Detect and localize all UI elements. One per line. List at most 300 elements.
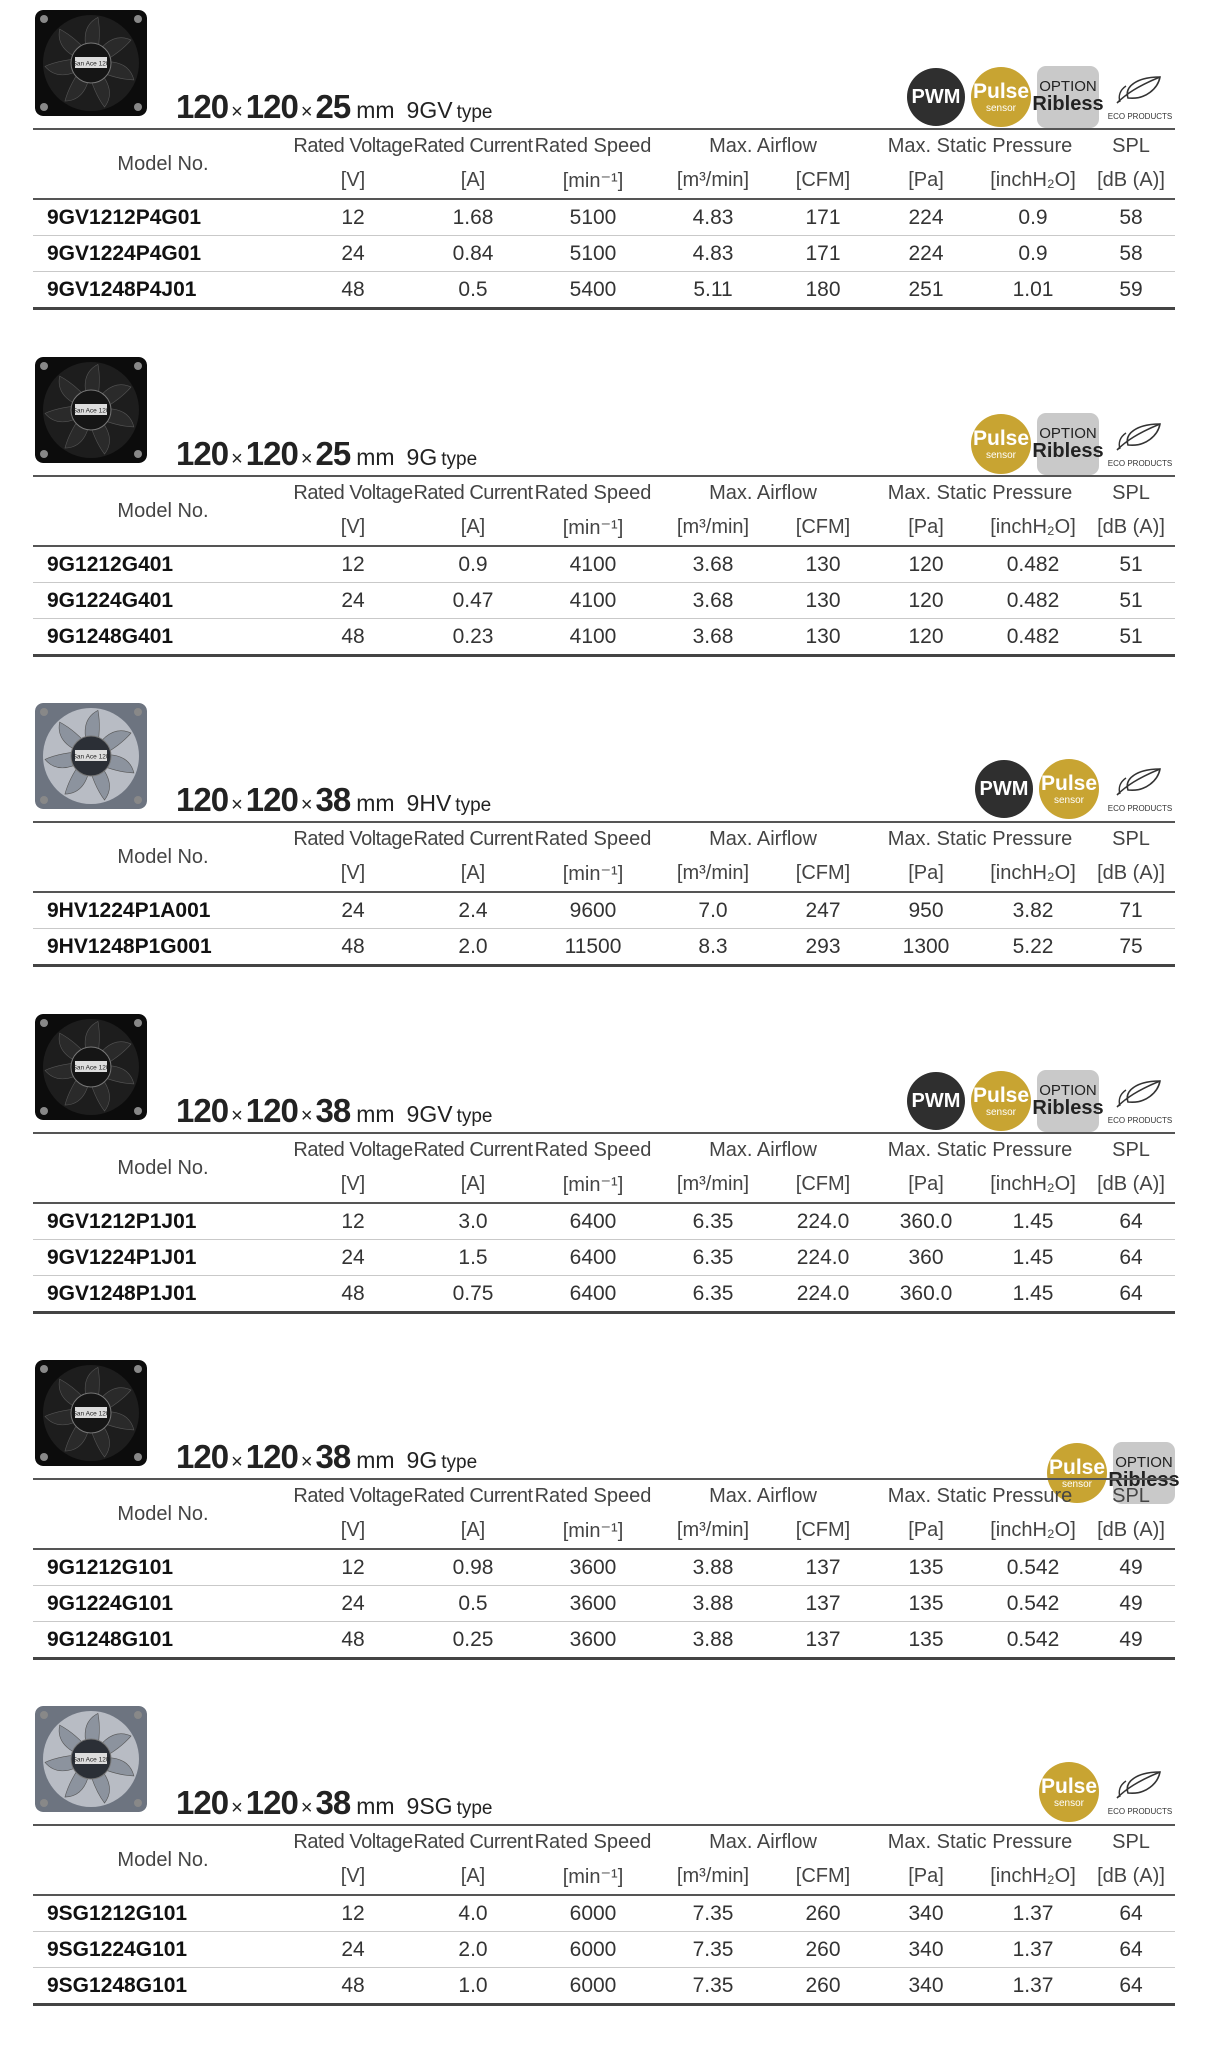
airflow-m3min: 7.35 bbox=[653, 1895, 773, 1932]
model-number: 9HV1224P1A001 bbox=[33, 892, 293, 929]
model-number: 9SG1212G101 bbox=[33, 1895, 293, 1932]
rated-speed: 5100 bbox=[533, 199, 653, 236]
spl-value: 58 bbox=[1087, 236, 1175, 272]
static-pressure-pa: 360.0 bbox=[873, 1203, 979, 1240]
unit-v: [V] bbox=[293, 163, 413, 199]
unit-db: [dB (A)] bbox=[1087, 856, 1175, 892]
type-label: type bbox=[456, 1106, 493, 1127]
unit-v: [V] bbox=[293, 1167, 413, 1203]
unit-a: [A] bbox=[413, 163, 533, 199]
eco-products-badge bbox=[1105, 1078, 1175, 1125]
times-sign: × bbox=[231, 1105, 243, 1127]
header-model: Model No. bbox=[33, 1480, 293, 1549]
unit-cfm: [CFM] bbox=[773, 1859, 873, 1895]
airflow-m3min: 4.83 bbox=[653, 236, 773, 272]
rated-voltage: 12 bbox=[293, 1203, 413, 1240]
static-pressure-pa: 224 bbox=[873, 236, 979, 272]
eco-products-badge bbox=[1105, 74, 1175, 121]
section-title bbox=[176, 1440, 477, 1473]
model-number: 9HV1248P1G001 bbox=[33, 929, 293, 966]
airflow-cfm: 171 bbox=[773, 236, 873, 272]
unit-db: [dB (A)] bbox=[1087, 163, 1175, 199]
section-title bbox=[176, 1094, 493, 1127]
unit-inchh2o: [inchH₂O] bbox=[979, 510, 1087, 546]
pulse-sensor-badge bbox=[971, 1071, 1031, 1131]
header-model: Model No. bbox=[33, 823, 293, 892]
rated-voltage: 12 bbox=[293, 1895, 413, 1932]
dim-unit: mm bbox=[356, 444, 395, 470]
feature-badges bbox=[975, 759, 1175, 819]
spl-value: 51 bbox=[1087, 583, 1175, 619]
table-row bbox=[33, 1276, 1175, 1313]
airflow-cfm: 260 bbox=[773, 1968, 873, 2005]
static-pressure-pa: 135 bbox=[873, 1586, 979, 1622]
header-model: Model No. bbox=[33, 477, 293, 546]
spec-table bbox=[33, 130, 1175, 310]
feature-badges bbox=[971, 413, 1175, 475]
rated-current: 1.0 bbox=[413, 1968, 533, 2005]
eco-products-badge bbox=[1105, 421, 1175, 468]
airflow-m3min: 7.0 bbox=[653, 892, 773, 929]
fan-photo bbox=[35, 357, 147, 463]
static-pressure-pa: 120 bbox=[873, 546, 979, 583]
fan-label: San Ace 120 bbox=[72, 753, 110, 761]
product-section bbox=[33, 1014, 1175, 1344]
header-pressure: Max. Static Pressure bbox=[887, 828, 1073, 850]
rated-voltage: 24 bbox=[293, 583, 413, 619]
ribless-label: Ribless bbox=[1032, 1097, 1104, 1120]
times-sign: × bbox=[300, 1797, 313, 1819]
rated-voltage: 24 bbox=[293, 1586, 413, 1622]
spl-value: 64 bbox=[1087, 1203, 1175, 1240]
feature-badges bbox=[907, 66, 1175, 128]
static-pressure-inch: 0.482 bbox=[979, 583, 1087, 619]
rated-speed: 6000 bbox=[533, 1895, 653, 1932]
unit-min: [min⁻¹] bbox=[533, 1513, 653, 1549]
header-speed: Rated Speed bbox=[534, 482, 652, 504]
product-section bbox=[33, 1360, 1180, 1690]
option-label: OPTION bbox=[1039, 77, 1097, 95]
header-pressure: Max. Static Pressure bbox=[887, 482, 1073, 504]
unit-db: [dB (A)] bbox=[1087, 510, 1175, 546]
header-spl: SPL bbox=[1112, 828, 1150, 850]
airflow-m3min: 3.68 bbox=[653, 583, 773, 619]
dim-unit: mm bbox=[356, 97, 395, 123]
header-airflow: Max. Airflow bbox=[709, 1831, 817, 1853]
header-pressure: Max. Static Pressure bbox=[887, 1139, 1073, 1161]
rated-speed: 11500 bbox=[533, 929, 653, 966]
rated-current: 1.5 bbox=[413, 1240, 533, 1276]
airflow-m3min: 5.11 bbox=[653, 272, 773, 309]
airflow-m3min: 6.35 bbox=[653, 1203, 773, 1240]
product-section bbox=[33, 703, 1175, 1033]
rated-current: 0.98 bbox=[413, 1549, 533, 1586]
fan-photo bbox=[35, 1014, 147, 1120]
rated-speed: 4100 bbox=[533, 583, 653, 619]
airflow-m3min: 3.88 bbox=[653, 1549, 773, 1586]
header-row bbox=[33, 130, 1175, 163]
static-pressure-inch: 1.37 bbox=[979, 1968, 1087, 2005]
unit-min: [min⁻¹] bbox=[533, 163, 653, 199]
header-current: Rated Current bbox=[413, 828, 533, 850]
unit-m3min: [m³/min] bbox=[653, 1859, 773, 1895]
table-row bbox=[33, 1622, 1175, 1659]
type-label: type bbox=[455, 795, 492, 816]
eco-label: ECO PRODUCTS bbox=[1107, 458, 1173, 468]
header-speed: Rated Speed bbox=[534, 828, 652, 850]
header-model: Model No. bbox=[33, 1134, 293, 1203]
static-pressure-inch: 0.542 bbox=[979, 1622, 1087, 1659]
model-number: 9G1248G401 bbox=[33, 619, 293, 656]
airflow-cfm: 260 bbox=[773, 1895, 873, 1932]
table-row bbox=[33, 272, 1175, 309]
unit-m3min: [m³/min] bbox=[653, 856, 773, 892]
sensor-label: sensor bbox=[985, 449, 1016, 461]
spec-table bbox=[33, 823, 1175, 967]
type-label: type bbox=[441, 1452, 478, 1473]
airflow-m3min: 4.83 bbox=[653, 199, 773, 236]
static-pressure-pa: 135 bbox=[873, 1549, 979, 1586]
rated-current: 0.5 bbox=[413, 272, 533, 309]
fan-label: San Ace 120 bbox=[72, 1410, 110, 1418]
sensor-label: sensor bbox=[1061, 1478, 1092, 1490]
rated-speed: 9600 bbox=[533, 892, 653, 929]
section-title bbox=[176, 783, 491, 816]
spl-value: 64 bbox=[1087, 1968, 1175, 2005]
table-row bbox=[33, 892, 1175, 929]
unit-pa: [Pa] bbox=[873, 163, 979, 199]
series-name: 9SG bbox=[406, 1793, 453, 1819]
static-pressure-pa: 340 bbox=[873, 1895, 979, 1932]
spec-table bbox=[33, 1480, 1175, 1660]
rated-voltage: 48 bbox=[293, 272, 413, 309]
header-row bbox=[33, 823, 1175, 856]
header-spl: SPL bbox=[1112, 1831, 1150, 1853]
leaf-icon bbox=[1114, 1078, 1166, 1115]
unit-db: [dB (A)] bbox=[1087, 1167, 1175, 1203]
rated-voltage: 48 bbox=[293, 929, 413, 966]
rated-voltage: 24 bbox=[293, 892, 413, 929]
fan-label: San Ace 120 bbox=[72, 1756, 110, 1764]
rated-speed: 4100 bbox=[533, 619, 653, 656]
spl-value: 64 bbox=[1087, 1932, 1175, 1968]
model-number: 9GV1212P1J01 bbox=[33, 1203, 293, 1240]
header-spl: SPL bbox=[1112, 135, 1150, 157]
static-pressure-inch: 1.45 bbox=[979, 1240, 1087, 1276]
times-sign: × bbox=[231, 101, 243, 123]
airflow-cfm: 247 bbox=[773, 892, 873, 929]
rated-speed: 3600 bbox=[533, 1586, 653, 1622]
unit-m3min: [m³/min] bbox=[653, 1513, 773, 1549]
rated-voltage: 24 bbox=[293, 1240, 413, 1276]
eco-label: ECO PRODUCTS bbox=[1107, 803, 1173, 813]
rated-current: 1.68 bbox=[413, 199, 533, 236]
rated-current: 0.25 bbox=[413, 1622, 533, 1659]
rated-current: 3.0 bbox=[413, 1203, 533, 1240]
table-row bbox=[33, 929, 1175, 966]
static-pressure-pa: 950 bbox=[873, 892, 979, 929]
static-pressure-inch: 0.9 bbox=[979, 199, 1087, 236]
sensor-label: sensor bbox=[985, 1106, 1016, 1118]
header-speed: Rated Speed bbox=[534, 135, 652, 157]
model-number: 9G1212G101 bbox=[33, 1549, 293, 1586]
header-airflow: Max. Airflow bbox=[709, 1139, 817, 1161]
airflow-cfm: 293 bbox=[773, 929, 873, 966]
dim-depth: 38 bbox=[315, 1438, 351, 1475]
dim-unit: mm bbox=[356, 1793, 395, 1819]
rated-speed: 5100 bbox=[533, 236, 653, 272]
unit-v: [V] bbox=[293, 510, 413, 546]
option-label: OPTION bbox=[1039, 424, 1097, 442]
spec-table bbox=[33, 1826, 1175, 2006]
times-sign: × bbox=[300, 448, 313, 470]
type-label: type bbox=[441, 449, 478, 470]
times-sign: × bbox=[231, 448, 243, 470]
times-sign: × bbox=[231, 1797, 243, 1819]
fan-photo bbox=[35, 1360, 147, 1466]
header-row bbox=[33, 477, 1175, 510]
dim-height: 120 bbox=[245, 435, 298, 472]
type-label: type bbox=[456, 1798, 493, 1819]
rated-current: 0.23 bbox=[413, 619, 533, 656]
unit-min: [min⁻¹] bbox=[533, 510, 653, 546]
rated-voltage: 12 bbox=[293, 199, 413, 236]
header-airflow: Max. Airflow bbox=[709, 828, 817, 850]
spl-value: 64 bbox=[1087, 1895, 1175, 1932]
table-row bbox=[33, 619, 1175, 656]
unit-v: [V] bbox=[293, 856, 413, 892]
static-pressure-inch: 0.542 bbox=[979, 1549, 1087, 1586]
unit-cfm: [CFM] bbox=[773, 856, 873, 892]
rated-speed: 4100 bbox=[533, 546, 653, 583]
model-number: 9SG1248G101 bbox=[33, 1968, 293, 2005]
spl-value: 64 bbox=[1087, 1240, 1175, 1276]
pulse-sensor-badge bbox=[1039, 1762, 1099, 1822]
static-pressure-inch: 1.45 bbox=[979, 1203, 1087, 1240]
dim-height: 120 bbox=[245, 1438, 298, 1475]
unit-min: [min⁻¹] bbox=[533, 1167, 653, 1203]
airflow-m3min: 7.35 bbox=[653, 1932, 773, 1968]
pulse-label: Pulse bbox=[972, 1083, 1030, 1107]
section-title bbox=[176, 1786, 493, 1819]
dim-width: 120 bbox=[176, 88, 229, 125]
option-ribless-badge bbox=[1032, 413, 1104, 475]
option-ribless-badge bbox=[1032, 1070, 1104, 1132]
pulse-sensor-badge bbox=[971, 67, 1031, 127]
unit-inchh2o: [inchH₂O] bbox=[979, 1859, 1087, 1895]
static-pressure-pa: 120 bbox=[873, 583, 979, 619]
dim-height: 120 bbox=[245, 1784, 298, 1821]
eco-label: ECO PRODUCTS bbox=[1107, 1806, 1173, 1816]
dim-width: 120 bbox=[176, 1784, 229, 1821]
rated-speed: 5400 bbox=[533, 272, 653, 309]
dim-height: 120 bbox=[245, 1092, 298, 1129]
unit-m3min: [m³/min] bbox=[653, 510, 773, 546]
section-title bbox=[176, 437, 477, 470]
rated-voltage: 12 bbox=[293, 546, 413, 583]
header-current: Rated Current bbox=[413, 1485, 533, 1507]
unit-inchh2o: [inchH₂O] bbox=[979, 163, 1087, 199]
product-section bbox=[33, 357, 1175, 687]
pulse-sensor-badge bbox=[971, 414, 1031, 474]
eco-label: ECO PRODUCTS bbox=[1107, 111, 1173, 121]
header-speed: Rated Speed bbox=[534, 1485, 652, 1507]
pulse-label: Pulse bbox=[1048, 1455, 1106, 1479]
rated-speed: 6400 bbox=[533, 1203, 653, 1240]
pwm-badge: PWM bbox=[907, 68, 965, 126]
unit-pa: [Pa] bbox=[873, 1167, 979, 1203]
spl-value: 49 bbox=[1087, 1622, 1175, 1659]
rated-voltage: 12 bbox=[293, 1549, 413, 1586]
header-row bbox=[33, 1826, 1175, 1859]
airflow-m3min: 8.3 bbox=[653, 929, 773, 966]
dim-unit: mm bbox=[356, 1101, 395, 1127]
unit-pa: [Pa] bbox=[873, 1513, 979, 1549]
product-section bbox=[33, 1706, 1175, 2036]
spl-value: 71 bbox=[1087, 892, 1175, 929]
header-voltage: Rated Voltage bbox=[293, 1139, 413, 1161]
product-section bbox=[33, 10, 1175, 340]
feature-badges bbox=[1039, 1762, 1175, 1822]
series-name: 9G bbox=[406, 1447, 438, 1473]
unit-m3min: [m³/min] bbox=[653, 1167, 773, 1203]
pulse-label: Pulse bbox=[1040, 1774, 1098, 1798]
static-pressure-pa: 360 bbox=[873, 1240, 979, 1276]
sensor-label: sensor bbox=[1053, 1797, 1084, 1809]
table-row bbox=[33, 1586, 1175, 1622]
rated-speed: 6400 bbox=[533, 1276, 653, 1313]
static-pressure-inch: 1.45 bbox=[979, 1276, 1087, 1313]
static-pressure-inch: 5.22 bbox=[979, 929, 1087, 966]
airflow-cfm: 171 bbox=[773, 199, 873, 236]
airflow-cfm: 224.0 bbox=[773, 1276, 873, 1313]
rated-speed: 6000 bbox=[533, 1968, 653, 2005]
fan-label: San Ace 120 bbox=[72, 1064, 110, 1072]
unit-min: [min⁻¹] bbox=[533, 1859, 653, 1895]
model-number: 9G1224G101 bbox=[33, 1586, 293, 1622]
static-pressure-pa: 135 bbox=[873, 1622, 979, 1659]
header-current: Rated Current bbox=[413, 135, 533, 157]
header-voltage: Rated Voltage bbox=[293, 828, 413, 850]
header-voltage: Rated Voltage bbox=[293, 1831, 413, 1853]
unit-cfm: [CFM] bbox=[773, 510, 873, 546]
unit-a: [A] bbox=[413, 1167, 533, 1203]
rated-current: 0.9 bbox=[413, 546, 533, 583]
unit-a: [A] bbox=[413, 1859, 533, 1895]
static-pressure-inch: 0.482 bbox=[979, 546, 1087, 583]
table-row bbox=[33, 1203, 1175, 1240]
rated-current: 2.4 bbox=[413, 892, 533, 929]
times-sign: × bbox=[300, 794, 313, 816]
header-pressure: Max. Static Pressure bbox=[887, 135, 1073, 157]
unit-v: [V] bbox=[293, 1513, 413, 1549]
unit-pa: [Pa] bbox=[873, 856, 979, 892]
rated-speed: 3600 bbox=[533, 1549, 653, 1586]
static-pressure-inch: 0.9 bbox=[979, 236, 1087, 272]
header-speed: Rated Speed bbox=[534, 1831, 652, 1853]
unit-inchh2o: [inchH₂O] bbox=[979, 1513, 1087, 1549]
eco-products-badge bbox=[1105, 766, 1175, 813]
header-current: Rated Current bbox=[413, 482, 533, 504]
static-pressure-inch: 0.482 bbox=[979, 619, 1087, 656]
static-pressure-pa: 120 bbox=[873, 619, 979, 656]
dim-depth: 25 bbox=[315, 435, 351, 472]
static-pressure-inch: 1.37 bbox=[979, 1895, 1087, 1932]
airflow-cfm: 137 bbox=[773, 1586, 873, 1622]
series-name: 9G bbox=[406, 444, 438, 470]
section-title bbox=[176, 90, 493, 123]
option-label: OPTION bbox=[1115, 1453, 1173, 1471]
header-airflow: Max. Airflow bbox=[709, 135, 817, 157]
model-number: 9GV1248P1J01 bbox=[33, 1276, 293, 1313]
spl-value: 51 bbox=[1087, 619, 1175, 656]
dim-depth: 38 bbox=[315, 1092, 351, 1129]
leaf-icon bbox=[1114, 766, 1166, 803]
airflow-m3min: 3.88 bbox=[653, 1622, 773, 1659]
airflow-cfm: 130 bbox=[773, 619, 873, 656]
airflow-cfm: 180 bbox=[773, 272, 873, 309]
sensor-label: sensor bbox=[1053, 794, 1084, 806]
eco-label: ECO PRODUCTS bbox=[1107, 1115, 1173, 1125]
ribless-label: Ribless bbox=[1032, 440, 1104, 463]
times-sign: × bbox=[300, 101, 313, 123]
table-row bbox=[33, 1549, 1175, 1586]
rated-voltage: 48 bbox=[293, 1968, 413, 2005]
unit-v: [V] bbox=[293, 1859, 413, 1895]
airflow-m3min: 7.35 bbox=[653, 1968, 773, 2005]
model-number: 9GV1224P4G01 bbox=[33, 236, 293, 272]
unit-m3min: [m³/min] bbox=[653, 163, 773, 199]
rated-voltage: 24 bbox=[293, 1932, 413, 1968]
spl-value: 64 bbox=[1087, 1276, 1175, 1313]
static-pressure-inch: 1.37 bbox=[979, 1932, 1087, 1968]
table-row bbox=[33, 546, 1175, 583]
rated-speed: 6000 bbox=[533, 1932, 653, 1968]
unit-min: [min⁻¹] bbox=[533, 856, 653, 892]
header-pressure: Max. Static Pressure bbox=[887, 1831, 1073, 1853]
spl-value: 51 bbox=[1087, 546, 1175, 583]
airflow-cfm: 260 bbox=[773, 1932, 873, 1968]
rated-current: 2.0 bbox=[413, 929, 533, 966]
unit-cfm: [CFM] bbox=[773, 163, 873, 199]
model-number: 9G1212G401 bbox=[33, 546, 293, 583]
unit-cfm: [CFM] bbox=[773, 1167, 873, 1203]
dim-height: 120 bbox=[245, 88, 298, 125]
rated-speed: 6400 bbox=[533, 1240, 653, 1276]
header-spl: SPL bbox=[1112, 1485, 1150, 1507]
unit-a: [A] bbox=[413, 1513, 533, 1549]
header-spl: SPL bbox=[1112, 482, 1150, 504]
dim-width: 120 bbox=[176, 435, 229, 472]
static-pressure-inch: 1.01 bbox=[979, 272, 1087, 309]
rated-voltage: 48 bbox=[293, 619, 413, 656]
unit-db: [dB (A)] bbox=[1087, 1513, 1175, 1549]
unit-pa: [Pa] bbox=[873, 1859, 979, 1895]
model-number: 9SG1224G101 bbox=[33, 1932, 293, 1968]
static-pressure-pa: 1300 bbox=[873, 929, 979, 966]
leaf-icon bbox=[1114, 421, 1166, 458]
header-model: Model No. bbox=[33, 130, 293, 199]
header-row bbox=[33, 1480, 1175, 1513]
sensor-label: sensor bbox=[985, 102, 1016, 114]
header-row bbox=[33, 1134, 1175, 1167]
dim-width: 120 bbox=[176, 1438, 229, 1475]
spl-value: 75 bbox=[1087, 929, 1175, 966]
table-row bbox=[33, 199, 1175, 236]
feature-badges bbox=[907, 1070, 1175, 1132]
dim-height: 120 bbox=[245, 781, 298, 818]
table-row bbox=[33, 583, 1175, 619]
